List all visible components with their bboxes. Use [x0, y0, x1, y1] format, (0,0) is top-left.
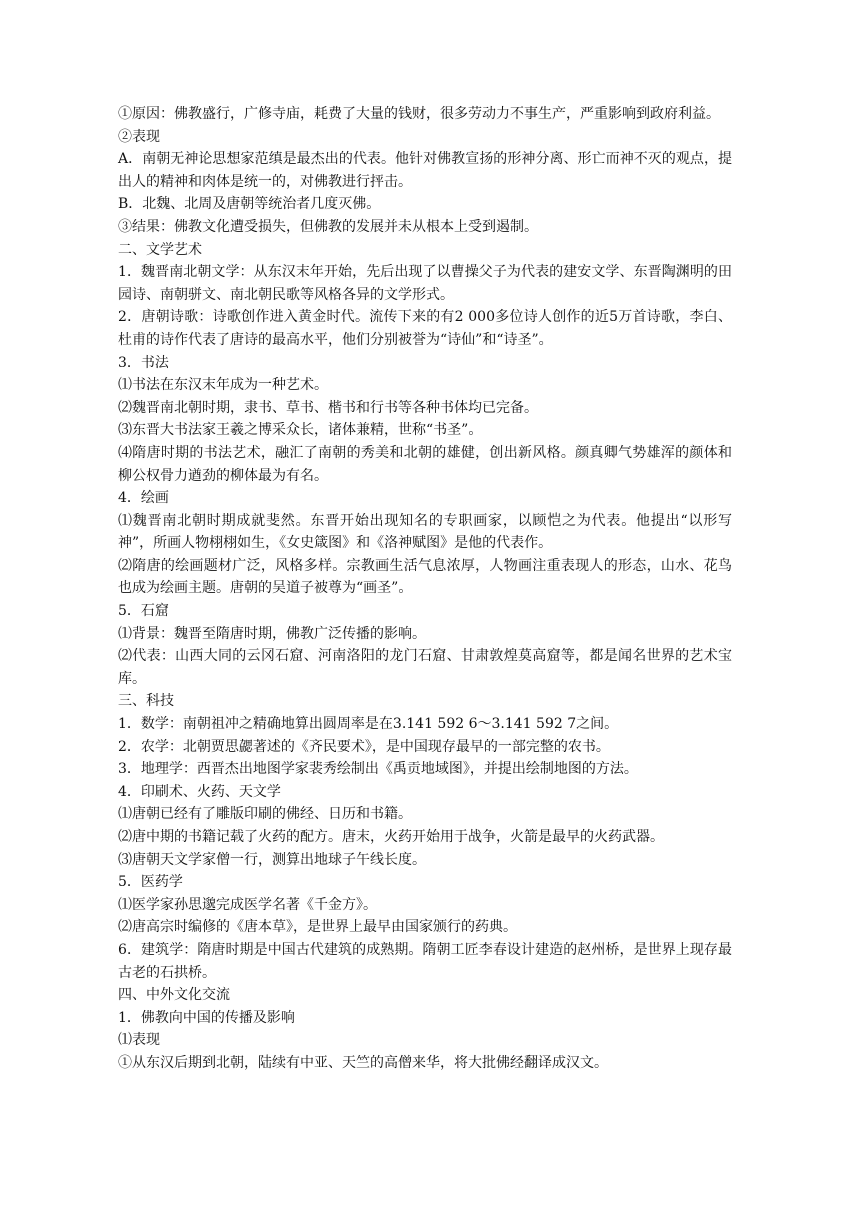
subheading: 4．绘画 [118, 490, 169, 507]
paragraph: ⑴唐朝已经有了雕版印刷的佛经、日历和书籍。 [118, 806, 412, 823]
paragraph: ②表现 [118, 128, 160, 145]
paragraph: ⑴医学家孙思邈完成医学名著《千金方》。 [118, 896, 377, 913]
paragraph: ⑵代表：山西大同的云冈石窟、河南洛阳的龙门石窟、甘肃敦煌莫高窟等，都是闻名世界的艺术宝库。 [118, 648, 732, 687]
paragraph: ⑴背景：魏晋至隋唐时期，佛教广泛传播的影响。 [118, 625, 426, 642]
paragraph: 1．数学：南朝祖冲之精确地算出圆周率是在3.141 592 6～3.141 592 7之间。 [118, 716, 619, 733]
paragraph: ⑵魏晋南北朝时期，隶书、草书、楷书和行书等各种书体均已完备。 [118, 399, 538, 416]
paragraph: ⑶唐朝天文学家僧一行，测算出地球子午线长度。 [118, 851, 426, 868]
subheading: 5．石窟 [118, 603, 169, 620]
paragraph: ⑴书法在东汉末年成为一种艺术。 [118, 377, 328, 394]
subheading: 1．佛教向中国的传播及影响 [118, 1009, 295, 1026]
paragraph: B．北魏、北周及唐朝等统治者几度灭佛。 [118, 196, 381, 213]
paragraph: 1．魏晋南北朝文学：从东汉末年开始，先后出现了以曹操父子为代表的建安文学、东晋陶渊明的田园诗、南朝骈文、南北朝民歌等风格各异的文学形式。 [118, 264, 732, 303]
section-heading: 二、文学艺术 [118, 241, 202, 258]
paragraph: ①原因：佛教盛行，广修寺庙，耗费了大量的钱财，很多劳动力不事生产，严重影响到政府利益。 [118, 106, 720, 122]
paragraph: ①从东汉后期到北朝，陆续有中亚、天竺的高僧来华，将大批佛经翻译成汉文。 [118, 1054, 608, 1071]
paragraph: ⑵隋唐的绘画题材广泛，风格多样。宗教画生活气息浓厚，人物画注重表现人的形态，山水、花鸟也成为绘画主题。唐朝的吴道子被尊为“画圣”。 [118, 557, 732, 597]
paragraph: 6．建筑学：隋唐时期是中国古代建筑的成熟期。隋朝工匠李春设计建造的赵州桥，是世界上现存最古老的石拱桥。 [118, 941, 732, 981]
paragraph: 3．地理学：西晋杰出地图学家裴秀绘制出《禹贡地域图》，并提出绘制地图的方法。 [118, 761, 638, 778]
paragraph: ⑴表现 [118, 1032, 160, 1049]
subheading: 4．印刷术、火药、天文学 [118, 783, 281, 800]
paragraph: 2．农学：北朝贾思勰著述的《齐民要术》，是中国现存最早的一部完整的农书。 [118, 738, 610, 755]
section-heading: 四、中外文化交流 [118, 987, 230, 1004]
paragraph: ⑷隋唐时期的书法艺术，融汇了南朝的秀美和北朝的雄健，创出新风格。颜真卿气势雄浑的颜体和柳公权骨力遒劲的柳体最为有名。 [118, 444, 732, 484]
subheading: 5．医药学 [118, 874, 183, 891]
paragraph: 2．唐朝诗歌：诗歌创作进入黄金时代。流传下来的有2 000多位诗人创作的近5万首诗歌，李白、杜甫的诗作代表了唐诗的最高水平，他们分别被誉为“诗仙”和“诗圣”。 [118, 309, 732, 348]
paragraph: ⑵唐高宗时编修的《唐本草》，是世界上最早由国家颁行的药典。 [118, 919, 517, 936]
paragraph: A．南朝无神论思想家范缜是最杰出的代表。他针对佛教宣扬的形神分离、形亡而神不灭的观点，提出人的精神和肉体是统一的，对佛教进行抨击。 [118, 151, 732, 190]
paragraph: ⑵唐中期的书籍记载了火药的配方。唐末，火药开始用于战争，火箭是最早的火药武器。 [118, 829, 664, 845]
subheading: 3．书法 [118, 354, 169, 371]
paragraph: ⑶东晋大书法家王羲之博采众长，诸体兼精，世称“书圣”。 [118, 422, 483, 439]
paragraph: ⑴魏晋南北朝时期成就斐然。东晋开始出现知名的专职画家，以顾恺之为代表。他提出“以形写神”，所画人物栩栩如生，《女史箴图》和《洛神赋图》是他的代表作。 [118, 512, 732, 552]
paragraph: ③结果：佛教文化遭受损失，但佛教的发展并未从根本上受到遏制。 [118, 218, 538, 235]
document-body [118, 103, 732, 1075]
section-heading: 三、科技 [118, 693, 174, 710]
